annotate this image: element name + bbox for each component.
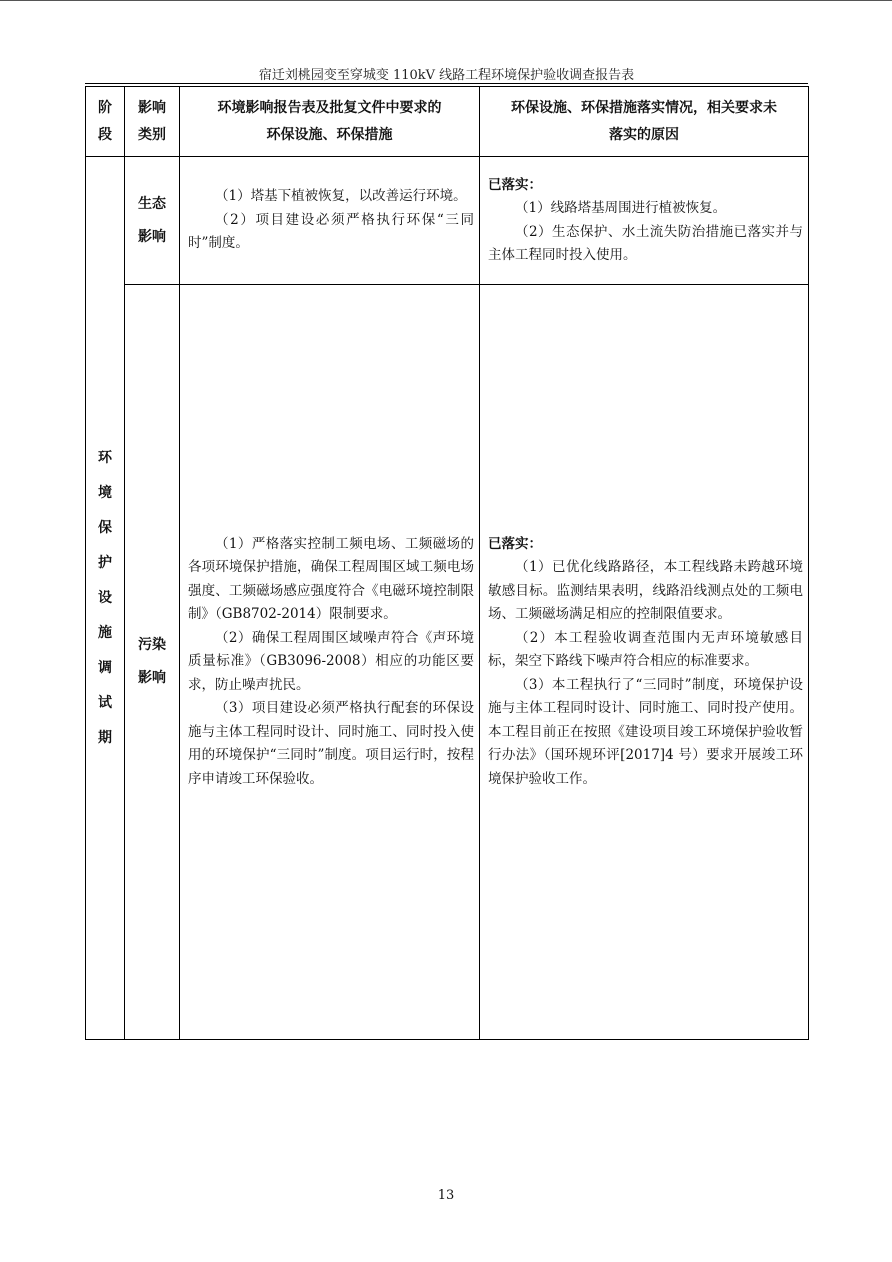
implementation-item: （2）本工程验收调查范围内无声环境敏感目标，架空下路线下噪声符合相应的标准要求。 bbox=[488, 629, 803, 670]
col-header-stage-line2: 段 bbox=[98, 126, 112, 143]
stage-label-cell bbox=[86, 157, 125, 1040]
category-pollution bbox=[125, 285, 180, 1040]
requirement-item: （2）项目建设必须严格执行环保“三同时”制度。 bbox=[188, 211, 474, 252]
category-line1: 生态 bbox=[138, 195, 166, 212]
implementation-ecology bbox=[480, 157, 809, 285]
implementation-item: （1）线路塔基周围进行植被恢复。 bbox=[515, 200, 727, 216]
implementation-pollution bbox=[480, 285, 809, 1040]
requirement-item: （1）严格落实控制工频电场、工频磁场的各项环境保护措施，确保工程周围区域工频电场强度、工频磁场感应强度符合《电磁环境控制限制》（GB8702-2014）限制要求。 bbox=[188, 535, 474, 623]
implementation-item: （2）生态保护、水土流失防治措施已落实并与主体工程同时投入使用。 bbox=[488, 223, 803, 263]
category-line2: 影响 bbox=[138, 670, 166, 686]
requirement-item: （2）确保工程周围区域噪声符合《声环境质量标准》（GB3096-2008）相应的功能区要求，防止噪声扰民。 bbox=[188, 629, 474, 693]
col-header-stage-line1: 阶 bbox=[98, 99, 112, 116]
col-header-implementation-line2: 落实的原因 bbox=[609, 126, 679, 143]
stage-char: 环 bbox=[98, 449, 112, 466]
requirement-item: （3）项目建设必须严格执行配套的环保设施与主体工程同时设计、同时施工、同时投入使用的环境保护“三同时”制度。项目运行时，按程序申请竣工环保验收。 bbox=[188, 700, 474, 787]
col-header-requirements bbox=[180, 87, 480, 157]
page-number: 13 bbox=[437, 1188, 455, 1203]
stage-char: 护 bbox=[98, 554, 112, 571]
stage-char: 施 bbox=[98, 624, 112, 641]
table-row-ecology bbox=[86, 157, 809, 285]
col-header-category bbox=[125, 87, 180, 157]
col-header-stage bbox=[86, 87, 125, 157]
stage-char: 设 bbox=[98, 589, 112, 606]
implementation-status: 已落实： bbox=[488, 176, 542, 193]
requirement-item: （1）塔基下植被恢复，以改善运行环境。 bbox=[215, 188, 467, 205]
header-rule bbox=[85, 83, 808, 84]
col-header-category-line2: 类别 bbox=[138, 126, 166, 143]
col-header-implementation-line1: 环保设施、环保措施落实情况，相关要求未 bbox=[511, 99, 777, 116]
table-row-pollution bbox=[86, 285, 809, 1040]
implementation-item: （1）已优化线路路径，本工程线路未跨越环境敏感目标。监测结果表明，线路沿线测点处的工频电场、工频磁场满足相应的控制限值要求。 bbox=[488, 559, 803, 623]
report-header: 宿迁刘桃园变至穿城变 110kV 线路工程环境保护验收调查报告表 bbox=[258, 68, 635, 83]
stage-char: 保 bbox=[98, 519, 112, 536]
requirements-pollution bbox=[180, 285, 480, 1040]
col-header-category-line1: 影响 bbox=[138, 99, 166, 116]
col-header-requirements-line2: 环保设施、环保措施 bbox=[266, 126, 393, 143]
stage-char: 期 bbox=[98, 729, 112, 746]
category-line2: 影响 bbox=[138, 228, 166, 245]
category-ecology bbox=[125, 157, 180, 285]
implementation-item: （3）本工程执行了“三同时”制度，环境保护设施与主体工程同时设计、同时施工、同时投产使用。本工程目前正在按照《建设项目竣工环境保护验收暂行办法》（国环规环评[2017]4 号）要求开展竣工环境保护验收工作。 bbox=[488, 676, 803, 787]
measures-table bbox=[85, 86, 809, 1040]
table-header-row bbox=[86, 87, 809, 157]
category-line1: 污染 bbox=[138, 637, 166, 653]
stage-char: 试 bbox=[98, 694, 112, 711]
stage-char: 境 bbox=[98, 484, 112, 501]
top-border-line bbox=[0, 0, 892, 1]
col-header-implementation bbox=[480, 87, 809, 157]
implementation-status: 已落实： bbox=[488, 535, 542, 552]
requirements-ecology bbox=[180, 157, 480, 285]
col-header-requirements-line1: 环境影响报告表及批复文件中要求的 bbox=[217, 99, 442, 116]
stage-char: 调 bbox=[98, 659, 112, 676]
